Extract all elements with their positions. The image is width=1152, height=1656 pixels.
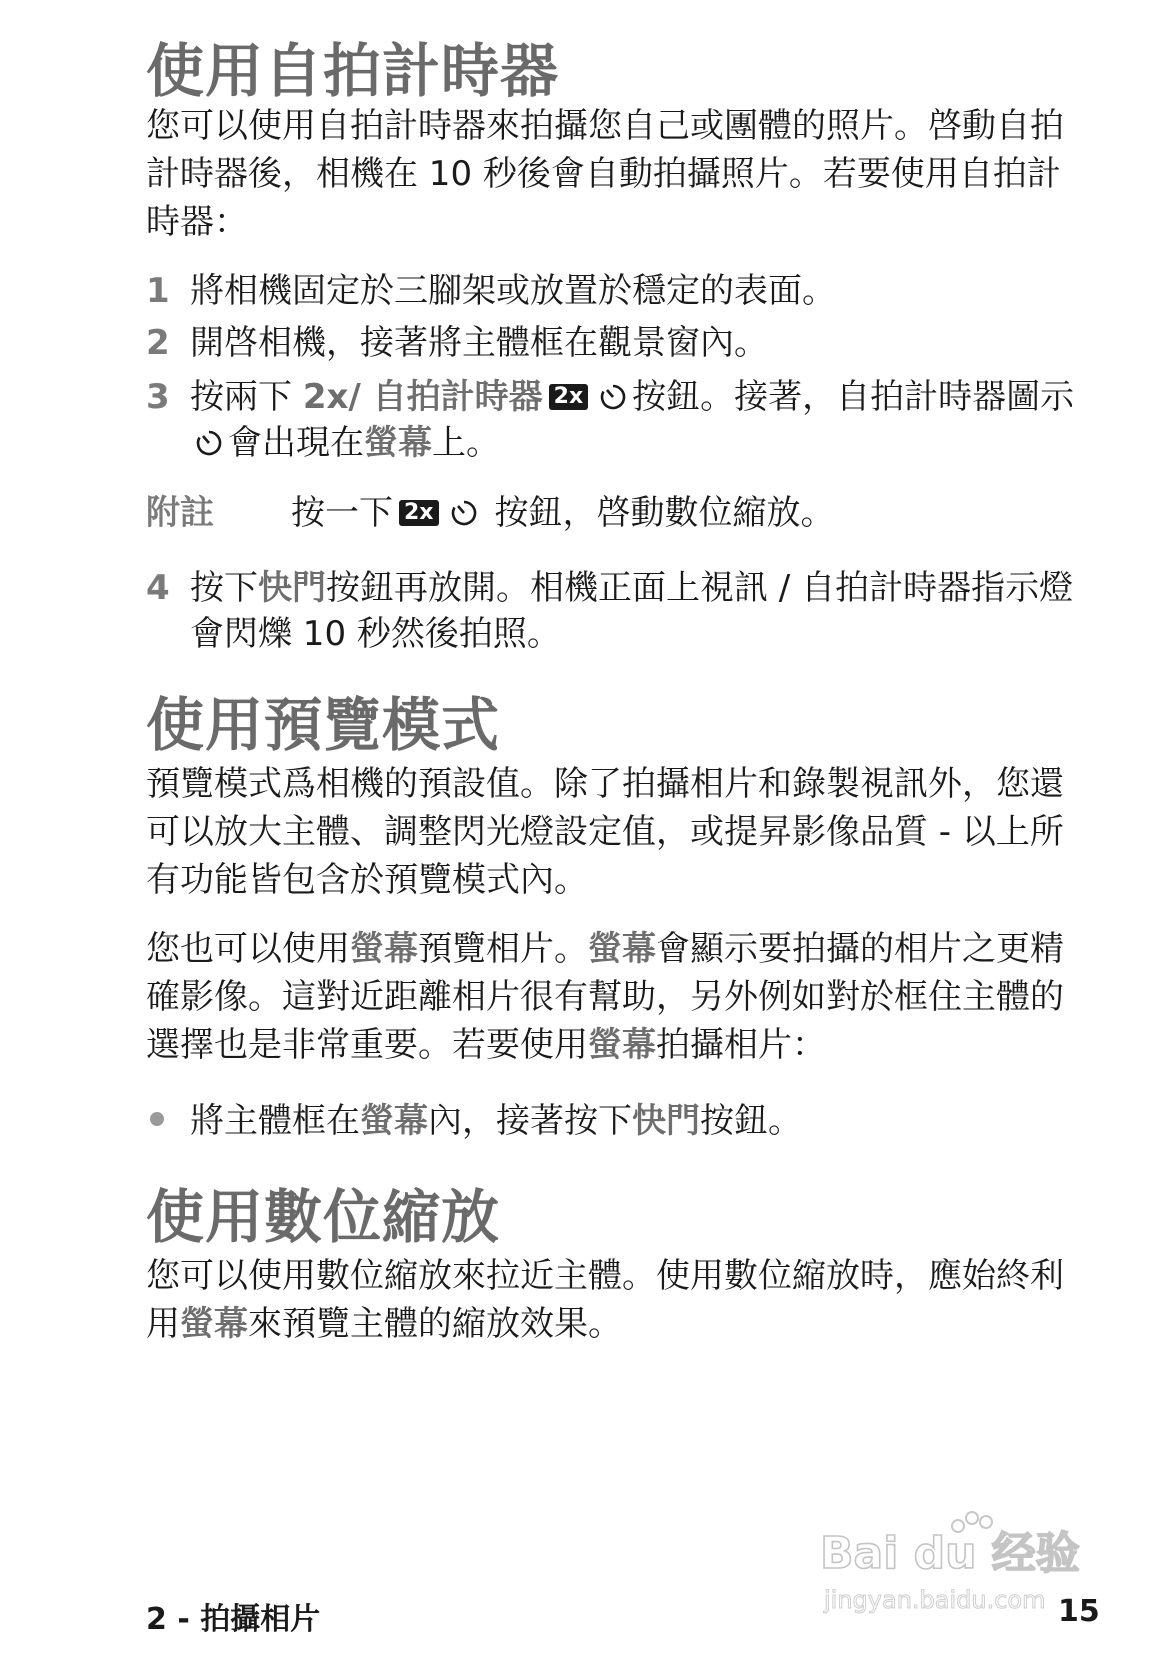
step-number: 1 — [146, 271, 170, 311]
selftimer-intro: 您可以使用自拍計時器來拍攝您自己或團體的照片。啓動自拍計時器後，相機在 10 秒後會自動拍攝照片。若要使用自拍計時器： — [146, 106, 1064, 242]
step-1 — [146, 268, 1091, 314]
step-3-post2: 會出現在 — [228, 423, 364, 463]
step-number: 3 — [146, 377, 170, 417]
zoom-paragraph — [146, 1252, 1091, 1348]
step-4 — [146, 565, 1091, 657]
screen-term: 螢幕 — [180, 1304, 248, 1344]
step-4-text: 按鈕再放開。相機正面上視訊 / 自拍計時器指示燈會閃爍 10 秒然後拍照。 — [190, 568, 1074, 654]
note-pre: 按一下 — [291, 493, 393, 533]
self-timer-icon — [194, 428, 224, 458]
step-3-post: 按鈕。接著，自拍計時器圖示 — [632, 377, 1075, 417]
p2-c: 會顯示要拍攝的相片之更精確影像。這對近距離相片很有幫助，另外例如對於框住主體的選擇也是非常重要。若要使用 — [146, 929, 1064, 1065]
p2-d: 拍攝相片： — [656, 1025, 826, 1065]
step-text: 開啓相機，接著將主體框在觀景窗內。 — [190, 323, 768, 363]
section-title-preview: 使用預覽模式 — [146, 691, 501, 759]
bullet-c: 按鈕。 — [700, 1101, 802, 1141]
step-4-pre: 按下 — [190, 568, 258, 608]
zoom-a: 您可以使用數位縮放來拉近主體。使用數位縮放時，應始終利用 — [146, 1256, 1064, 1344]
shutter-term: 快門 — [632, 1101, 700, 1141]
footer-chapter: 2 - 拍攝相片 — [146, 1602, 321, 1637]
shutter-term: 快門 — [258, 568, 326, 608]
self-timer-icon — [449, 498, 479, 528]
step-number: 2 — [146, 323, 170, 363]
watermark-url: jingyan.baidu.com — [824, 1586, 1046, 1614]
zoom-2x-badge-icon: 2x — [549, 384, 589, 410]
screen-term: 螢幕 — [350, 929, 418, 969]
zoom-2x-badge-icon: 2x — [399, 500, 439, 526]
zoom-b: 來預覽主體的縮放效果。 — [248, 1304, 622, 1344]
screen-term: 螢幕 — [588, 929, 656, 969]
step-2 — [146, 320, 1091, 366]
page-number: 15 — [1058, 1594, 1100, 1629]
step-3-pre: 按兩下 — [190, 377, 303, 417]
bullet-dot — [150, 1112, 164, 1126]
note — [146, 490, 835, 536]
watermark-brand: Bai du 经验 — [820, 1528, 1080, 1579]
screen-term: 螢幕 — [588, 1025, 656, 1065]
section-title-zoom: 使用數位縮放 — [146, 1183, 501, 1251]
p2-b: 預覽相片。 — [418, 929, 588, 969]
step-number: 4 — [146, 568, 170, 608]
note-label: 附註 — [146, 493, 214, 533]
self-timer-icon — [598, 382, 628, 412]
p2-a: 您也可以使用 — [146, 929, 350, 969]
note-post: 按鈕，啓動數位縮放。 — [494, 493, 835, 533]
selftimer-button-label: 2x/ 自拍計時器 — [302, 377, 543, 417]
step-3 — [146, 374, 1091, 466]
step-text — [190, 374, 1091, 466]
step-3-end: 上。 — [432, 423, 500, 463]
step-text — [190, 565, 1091, 657]
screen-term: 螢幕 — [360, 1101, 428, 1141]
preview-paragraph-1: 預覽模式爲相機的預設值。除了拍攝相片和錄製視訊外，您還可以放大主體、調整閃光燈設定值，或提昇影像品質 - 以上所有功能皆包含於預覽模式內。 — [146, 764, 1064, 900]
bullet-a: 將主體框在 — [190, 1101, 360, 1141]
section-title-selftimer: 使用自拍計時器 — [146, 37, 560, 105]
step-text: 將相機固定於三腳架或放置於穩定的表面。 — [190, 271, 836, 311]
screen-term: 螢幕 — [364, 423, 432, 463]
preview-bullet — [146, 1098, 802, 1144]
preview-paragraph-2 — [146, 925, 1091, 1069]
bullet-b: 內，接著按下 — [428, 1101, 632, 1141]
